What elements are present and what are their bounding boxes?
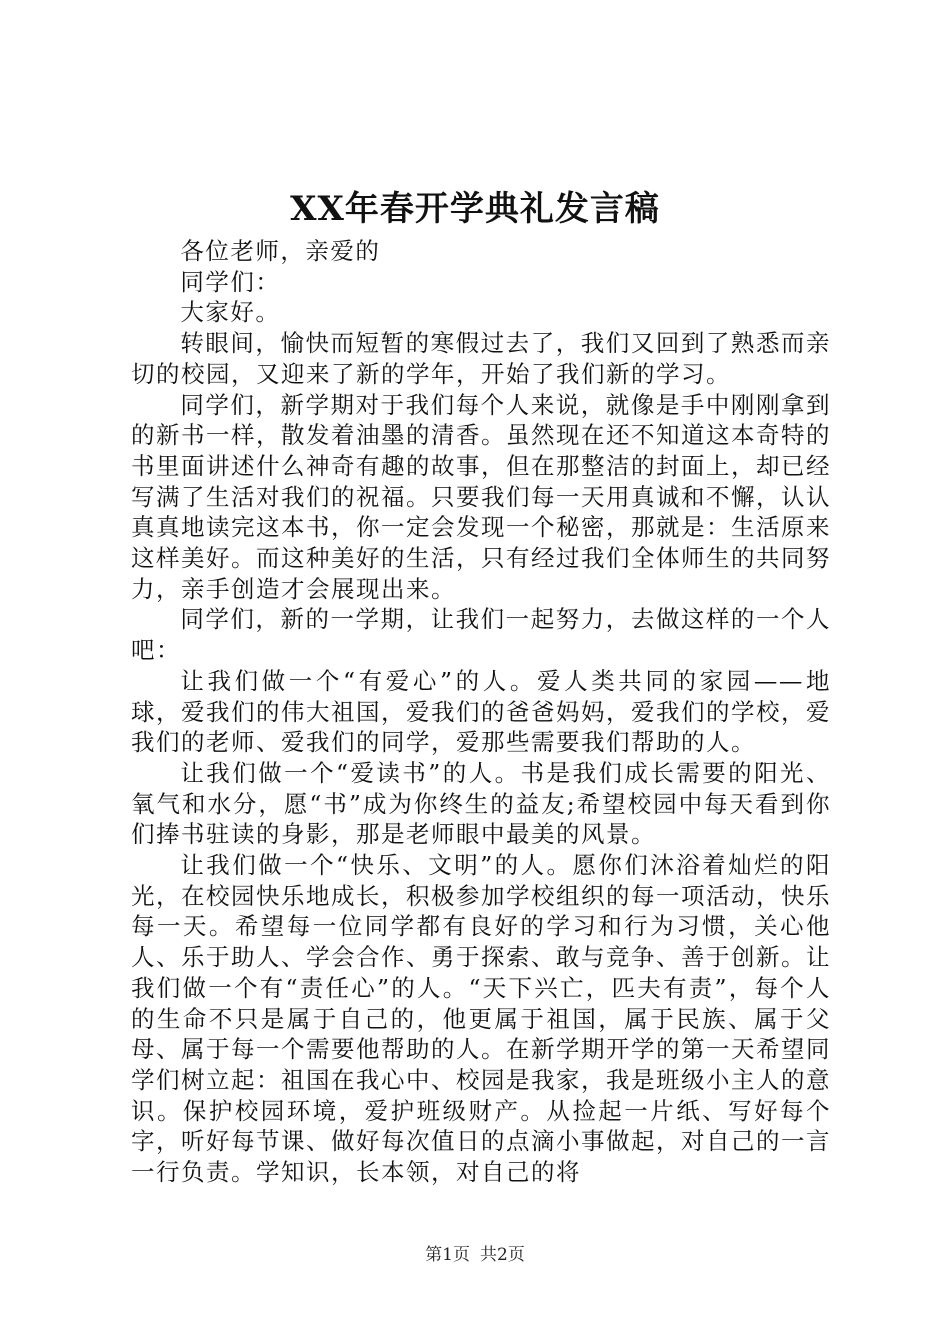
paragraph: 同学们，新的一学期，让我们一起努力，去做这样的一个人吧： [131, 605, 831, 665]
paragraph: 同学们，新学期对于我们每个人来说，就像是手中刚刚拿到的新书一样，散发着油墨的清香。虽然现在还不知道这本奇特的书里面讲述什么神奇有趣的故事，但在那整洁的封面上，却已经写满了生活对我们的祝福。只要我们每一天用真诚和不懈，认认真真地读完这本书，你一定会发现一个秘密，那就是：生活原来这样美好。而这种美好的生活，只有经过我们全体师生的共同努力，亲手创造才会展现出来。 [131, 390, 831, 603]
paragraph: 让我们做一个“有爱心”的人。爱人类共同的家园——地球，爱我们的伟大祖国，爱我们的爸爸妈妈，爱我们的学校，爱我们的老师、爱我们的同学，爱那些需要我们帮助的人。 [131, 666, 831, 757]
salutation-line-2: 同学们： [180, 267, 281, 296]
document-title: XX年春开学典礼发言稿 [290, 189, 660, 229]
greeting: 大家好。 [180, 298, 281, 327]
page-number: 第1页 [425, 1245, 470, 1265]
salutation-line-1: 各位老师，亲爱的 [180, 237, 381, 265]
paragraph: 让我们做一个“爱读书”的人。书是我们成长需要的阳光、氧气和水分，愿“书”成为你终生的益友;希望校园中每天看到你们捧书驻读的身影，那是老师眼中最美的风景。 [131, 758, 831, 849]
paragraph: 转眼间，愉快而短暂的寒假过去了，我们又回到了熟悉而亲切的校园，又迎来了新的学年，开始了我们新的学习。 [131, 329, 831, 388]
page-total: 共2页 [480, 1245, 525, 1265]
document-body [131, 236, 831, 1188]
page-footer [0, 1244, 950, 1266]
paragraph: 让我们做一个“快乐、文明”的人。愿你们沐浴着灿烂的阳光，在校园快乐地成长，积极参加学校组织的每一项活动，快乐每一天。希望每一位同学都有良好的学习和行为习惯，关心他人、乐于助人、学会合作、勇于探索、敢与竞争、善于创新。让我们做一个有“责任心”的人。“天下兴亡，匹夫有责”，每个人的生命不只是属于自己的，他更属于祖国，属于民族、属于父母、属于每一个需要他帮助的人。在新学期开学的第一天希望同学们树立起：祖国在我心中、校园是我家，我是班级小主人的意识。保护校园环境，爱护班级财产。从捡起一片纸、写好每个字，听好每节课、做好每次值日的点滴小事做起，对自己的一言一行负责。学知识，长本领，对自己的将 [131, 851, 831, 1187]
